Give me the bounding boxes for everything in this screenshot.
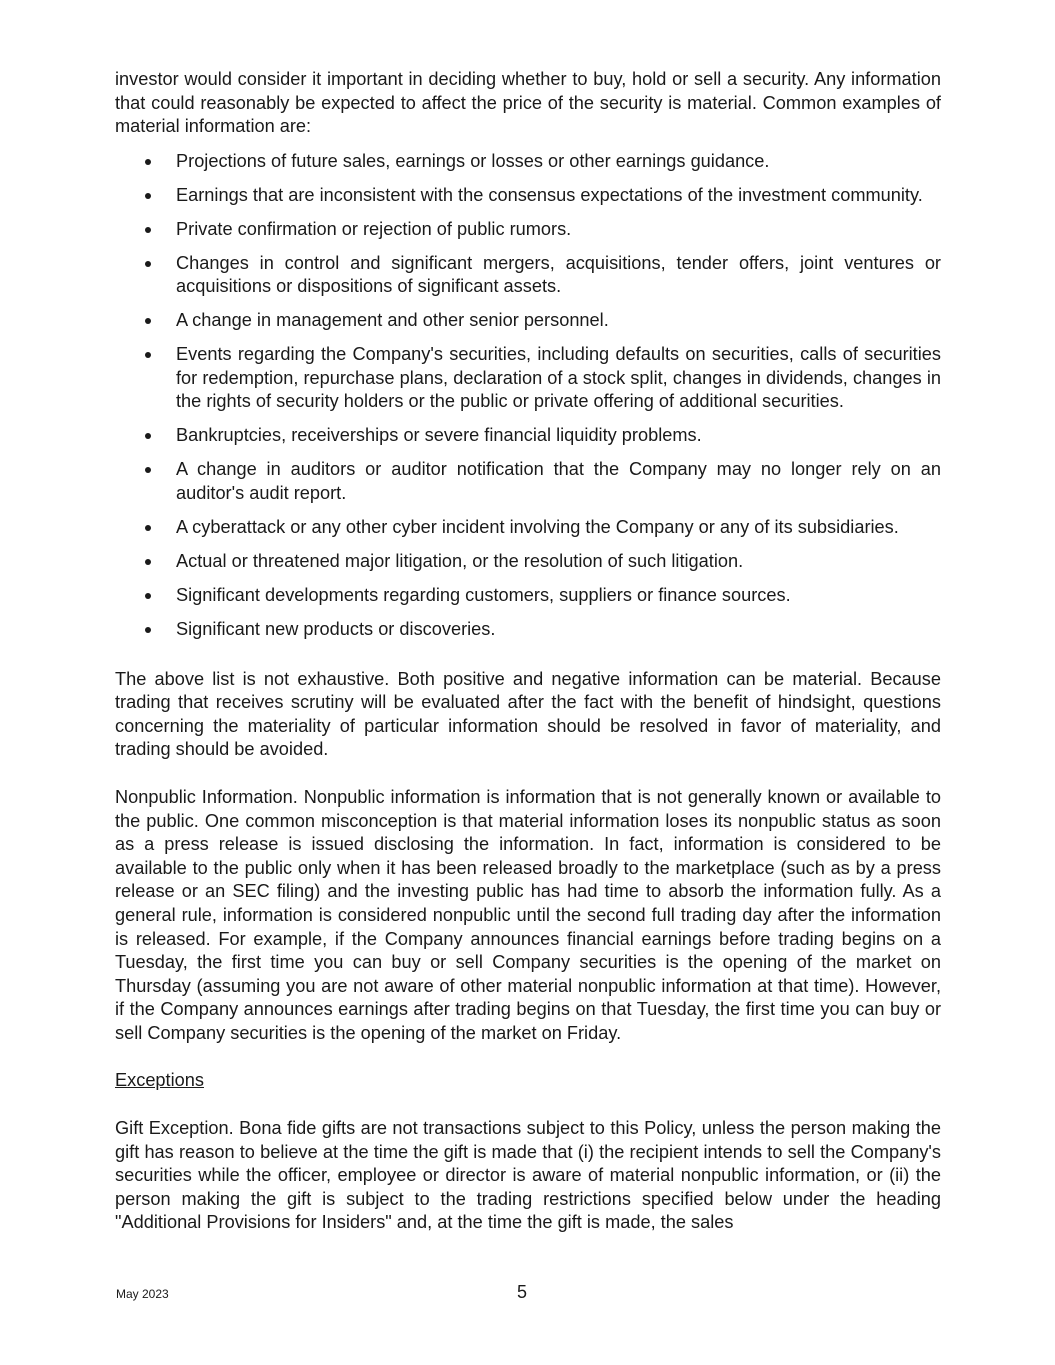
list-item (115, 516, 941, 540)
list-item (115, 309, 941, 333)
bullet-icon (145, 261, 151, 267)
list-item-text: Actual or threatened major litigation, or the resolution of such litigation. (176, 551, 744, 572)
list-item (115, 618, 941, 642)
list-item (115, 218, 941, 242)
list-item (115, 252, 941, 299)
bullet-icon (145, 352, 151, 358)
list-followup-paragraph: The above list is not exhaustive. Both positive and negative information can be material. Because trading that receives scrutiny will be evaluated after the fact with the benefit of hindsight, questions concerning the materiality of particular information should be resolved in favor of materiality, and trading should be avoided. (115, 668, 941, 760)
list-item-text: A change in auditors or auditor notification that the Company may no longer rely on an auditor's audit report. (176, 459, 941, 504)
page-number: 5 (517, 1282, 528, 1302)
bullet-icon (145, 227, 151, 233)
bullet-icon (145, 559, 151, 565)
bullet-icon (145, 627, 151, 633)
list-item (115, 584, 941, 608)
list-item (115, 343, 941, 414)
exceptions-heading: Exceptions (115, 1070, 204, 1091)
list-item (115, 458, 941, 505)
bullet-icon (145, 593, 151, 599)
bullet-icon (145, 467, 151, 473)
list-item-text: Events regarding the Company's securities, including defaults on securities, calls of securities for redemption, repurchase plans, declaration of a stock split, changes in dividends, changes in the rights of security holders or the public or private offering of additional securities. (176, 344, 941, 412)
bullet-icon (145, 433, 151, 439)
bullet-icon (145, 318, 151, 324)
intro-paragraph: investor would consider it important in deciding whether to buy, hold or sell a security. Any information that could reasonably be expected to affect the price of the security is material. Common examples of material information are: (115, 69, 941, 137)
gift-exception-paragraph: Gift Exception. Bona fide gifts are not transactions subject to this Policy, unless the person making the gift has reason to believe at the time the gift is made that (i) the recipient intends to sell the Company's securities while the officer, employee or director is aware of material nonpublic information, or (ii) the person making the gift is subject to the trading restrictions specified below under the heading "Additional Provisions for Insiders" and, at the time the gift is made, the sales (115, 1118, 941, 1233)
list-item-text: A cyberattack or any other cyber incident involving the Company or any of its subsidiaries. (176, 517, 899, 538)
list-item (115, 550, 941, 574)
list-item-text: Earnings that are inconsistent with the consensus expectations of the investment community. (176, 184, 923, 205)
list-item-text: Projections of future sales, earnings or losses or other earnings guidance. (176, 150, 770, 171)
nonpublic-information-paragraph: Nonpublic Information. Nonpublic information is information that is not generally known or available to the public. One common misconception is that material information loses its nonpublic status as soon as a press release is issued disclosing the information. In fact, information is considered to be available to the public only when it has been released broadly to the marketplace (such as by a press release or an SEC filing) and the investing public has had time to absorb the information fully. As a general rule, information is considered nonpublic until the second full trading day after the information is released. For example, if the Company announces financial earnings before trading begins on a Tuesday, the first time you can buy or sell Company securities is the opening of the market on Thursday (assuming you are not aware of other material nonpublic information at that time). However, if the Company announces earnings after trading begins on that Tuesday, the first time you can buy or sell Company securities is the opening of the market on Friday. (115, 786, 941, 1043)
bullet-icon (145, 159, 151, 165)
document-page (115, 68, 941, 1235)
list-item-text: Private confirmation or rejection of public rumors. (176, 218, 572, 239)
list-item (115, 184, 941, 208)
material-examples-list (115, 150, 941, 642)
list-item-text: A change in management and other senior personnel. (176, 310, 609, 331)
list-item-text: Significant new products or discoveries. (176, 618, 496, 639)
list-item-text: Significant developments regarding customers, suppliers or finance sources. (176, 585, 791, 605)
footer-date: May 2023 (116, 1287, 169, 1301)
list-item (115, 424, 941, 448)
bullet-icon (145, 193, 151, 199)
list-item (115, 150, 941, 174)
bullet-icon (145, 525, 151, 531)
list-item-text: Bankruptcies, receiverships or severe financial liquidity problems. (176, 425, 702, 446)
list-item-text: Changes in control and significant mergers, acquisitions, tender offers, joint ventures or acquisitions or dispositions of significant assets. (176, 252, 941, 297)
